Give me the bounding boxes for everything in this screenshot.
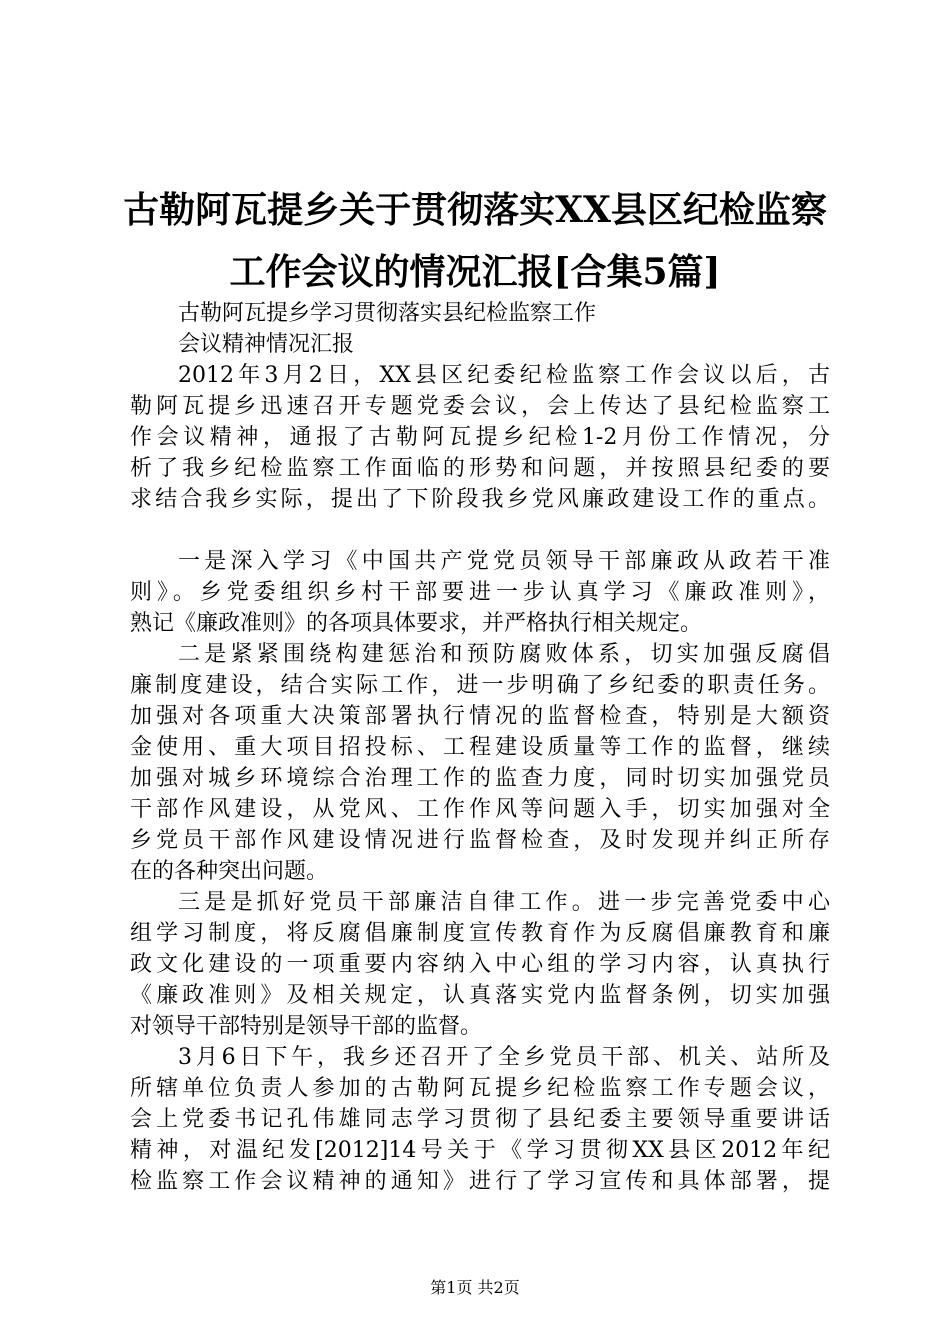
paragraph-line: 组学习制度，将反腐倡廉制度宣传教育作为反腐倡廉教育和廉 xyxy=(130,921,830,946)
paragraph-line: 2012年3月2日，XX县区纪委纪检监察工作会议以后，古 xyxy=(178,363,830,388)
subtitle-line-2: 会议精神情况汇报 xyxy=(178,332,355,357)
paragraph-5 xyxy=(130,1042,830,1197)
paragraph-gap xyxy=(130,515,830,546)
paragraph-1 xyxy=(130,360,830,515)
paragraph-line: 3月6日下午，我乡还召开了全乡党员干部、机关、站所及 xyxy=(178,1045,830,1070)
paragraph-line: 对领导干部特别是领导干部的监督。 xyxy=(130,1014,483,1039)
paragraph-line: 求结合我乡实际，提出了下阶段我乡党风廉政建设工作的重点。 xyxy=(130,487,830,512)
paragraph-line: 一是深入学习《中国共产党党员领导干部廉政从政若干准 xyxy=(178,549,830,574)
paragraph-line: 析了我乡纪检监察工作面临的形势和问题，并按照县纪委的要 xyxy=(130,456,830,481)
paragraph-line: 廉制度建设，结合实际工作，进一步明确了乡纪委的职责任务。 xyxy=(130,673,830,698)
paragraph-line: 则》。乡党委组织乡村干部要进一步认真学习《廉政准则》， xyxy=(130,580,830,605)
page-footer: 第1页 共2页 xyxy=(430,1278,520,1297)
document-title-line-1: 古勒阿瓦提乡关于贯彻落实XX县区纪检监察 xyxy=(123,189,827,231)
paragraph-line: 政文化建设的一项重要内容纳入中心组的学习内容，认真执行 xyxy=(130,952,830,977)
paragraph-4 xyxy=(130,887,830,1042)
paragraph-line: 作会议精神，通报了古勒阿瓦提乡纪检1-2月份工作情况，分 xyxy=(130,425,830,450)
paragraph-line: 在的各种突出问题。 xyxy=(130,859,329,884)
paragraph-line: 干部作风建设，从党风、工作作风等问题入手，切实加强对全 xyxy=(130,797,830,822)
paragraph-line: 检监察工作会议精神的通知》进行了学习宣传和具体部署，提 xyxy=(130,1169,830,1194)
paragraph-3 xyxy=(130,639,830,887)
paragraph-line: 二是紧紧围绕构建惩治和预防腐败体系，切实加强反腐倡 xyxy=(178,642,830,667)
paragraph-line: 勒阿瓦提乡迅速召开专题党委会议，会上传达了县纪检监察工 xyxy=(130,394,830,419)
paragraph-line: 三是是抓好党员干部廉洁自律工作。进一步完善党委中心 xyxy=(178,890,830,915)
paragraph-2 xyxy=(130,546,830,639)
paragraph-line: 乡党员干部作风建设情况进行监督检查，及时发现并纠正所存 xyxy=(130,828,830,853)
paragraph-line: 会上党委书记孔伟雄同志学习贯彻了县纪委主要领导重要讲话 xyxy=(130,1107,830,1132)
paragraph-line: 熟记《廉政准则》的各项具体要求，并严格执行相关规定。 xyxy=(130,611,703,636)
paragraph-line: 加强对各项重大决策部署执行情况的监督检查，特别是大额资 xyxy=(130,704,830,729)
paragraph-line: 金使用、重大项目招投标、工程建设质量等工作的监督，继续 xyxy=(130,735,830,760)
paragraph-line: 加强对城乡环境综合治理工作的监查力度，同时切实加强党员 xyxy=(130,766,830,791)
paragraph-line: 《廉政准则》及相关规定，认真落实党内监督条例，切实加强 xyxy=(130,983,830,1008)
document-body xyxy=(130,298,830,1197)
paragraph-line: 精神，对温纪发[2012]14号关于《学习贯彻XX县区2012年纪 xyxy=(130,1138,830,1163)
paragraph-line: 所辖单位负责人参加的古勒阿瓦提乡纪检监察工作专题会议， xyxy=(130,1076,830,1101)
subtitle-line-1: 古勒阿瓦提乡学习贯彻落实县纪检监察工作 xyxy=(178,301,597,326)
document-title-line-2: 工作会议的情况汇报[合集5篇] xyxy=(229,251,721,293)
